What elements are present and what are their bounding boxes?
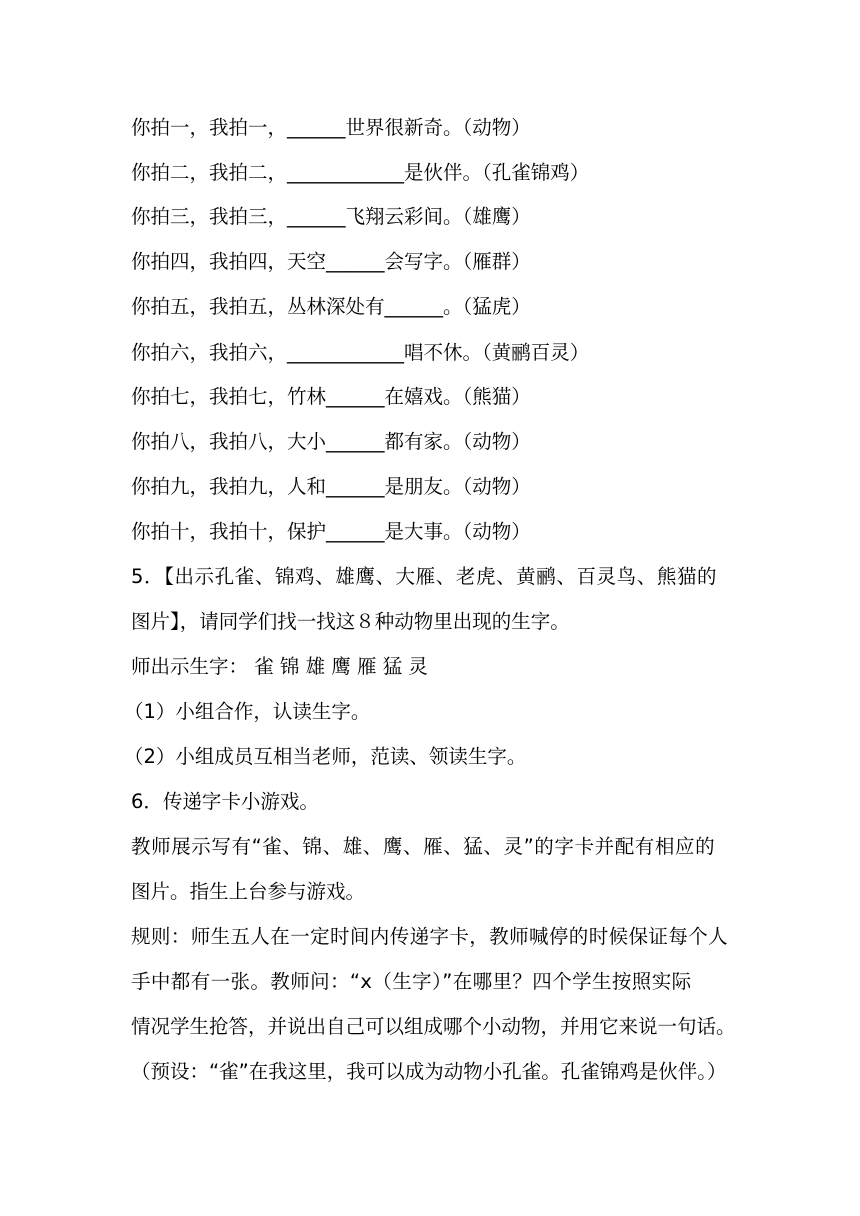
step-6-text-cont: 图片。指生上台参与游戏。	[131, 880, 366, 903]
rhyme-line-9: 你拍九，我拍九，人和______是朋友。（动物）	[131, 475, 531, 498]
sub-step-1: （1）小组合作，认读生字。	[124, 700, 371, 723]
rules-line-2: 手中都有一张。教师问：“x（生字）”在哪里？四个学生按照实际	[131, 970, 692, 993]
rhyme-line-6: 你拍六，我拍六，____________唱不休。（黄鹂百灵）	[131, 341, 590, 364]
rhyme-line-1: 你拍一，我拍一，______世界很新奇。（动物）	[131, 116, 531, 139]
rhyme-line-5: 你拍五，我拍五，丛林深处有______。（猛虎）	[131, 295, 531, 318]
rhyme-line-10: 你拍十，我拍十，保护______是大事。（动物）	[131, 520, 531, 543]
step-6-heading: 6．传递字卡小游戏。	[131, 790, 319, 813]
step-5-text-cont: 图片】，请同学们找一找这８种动物里出现的生字。	[131, 610, 570, 633]
rules-line-3: 情况学生抢答，并说出自己可以组成哪个小动物，并用它来说一句话。	[131, 1015, 736, 1038]
new-characters-line: 师出示生字： 雀 锦 雄 鹰 雁 猛 灵	[131, 655, 428, 678]
rhyme-line-2: 你拍二，我拍二，____________是伙伴。（孔雀锦鸡）	[131, 161, 590, 184]
step-5-text: 5．【出示孔雀、锦鸡、雄鹰、大雁、老虎、黄鹂、百灵鸟、熊猫的	[131, 565, 718, 588]
rhyme-line-7: 你拍七，我拍七，竹林______在嬉戏。（熊猫）	[131, 385, 531, 408]
rhyme-line-3: 你拍三，我拍三，______飞翔云彩间。（雄鹰）	[131, 205, 531, 228]
rhyme-line-8: 你拍八，我拍八，大小______都有家。（动物）	[131, 430, 531, 453]
rhyme-line-4: 你拍四，我拍四，天空______会写字。（雁群）	[131, 250, 531, 273]
sub-step-2: （2）小组成员互相当老师，范读、领读生字。	[124, 745, 527, 768]
rules-line-1: 规则：师生五人在一定时间内传递字卡，教师喊停的时候保证每个人	[131, 925, 729, 948]
step-6-text: 教师展示写有“雀、锦、雄、鹰、雁、猛、灵”的字卡并配有相应的	[131, 835, 716, 858]
rules-example: （预设：“雀”在我这里，我可以成为动物小孔雀。孔雀锦鸡是伙伴。）	[131, 1060, 727, 1083]
